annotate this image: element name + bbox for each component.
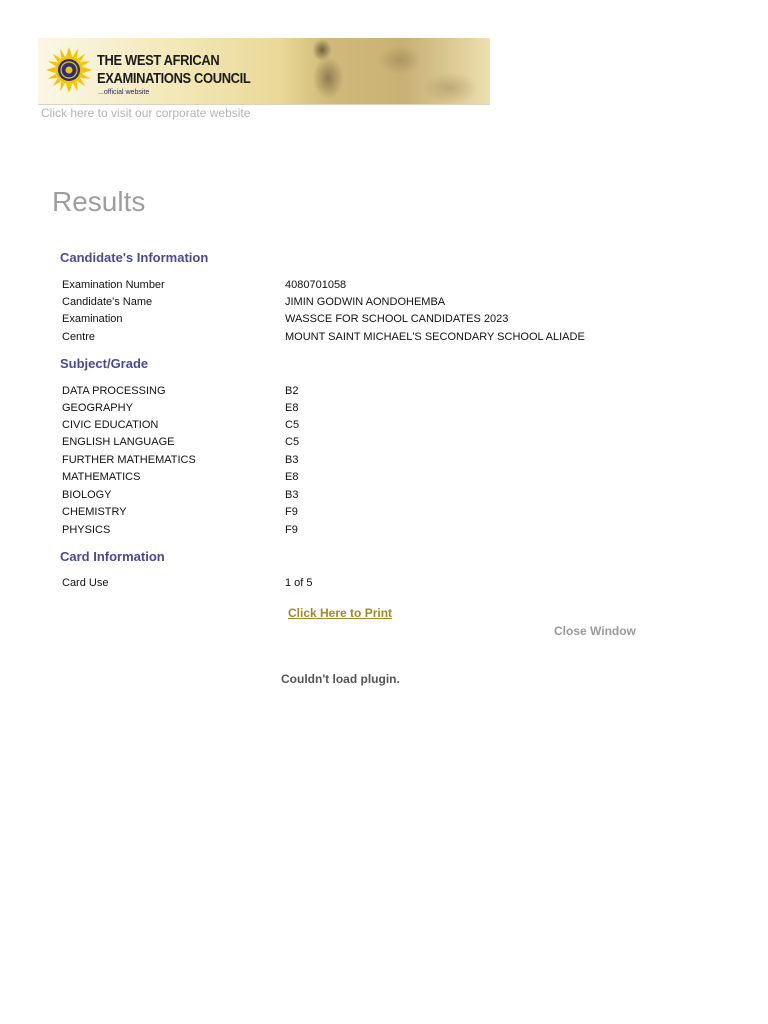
subject-grade: B2: [285, 385, 299, 397]
candidate-info-heading: Candidate's Information: [60, 250, 209, 265]
subject-grade-heading: Subject/Grade: [60, 356, 149, 371]
banner-subtitle: ...official website: [98, 89, 150, 96]
subject-grade: B3: [285, 489, 299, 501]
candidate-field-row: [62, 294, 662, 310]
field-value: 1 of 5: [285, 577, 313, 589]
subject-row: [62, 487, 662, 503]
field-value: WASSCE FOR SCHOOL CANDIDATES 2023: [285, 313, 509, 325]
page-title: Results: [52, 186, 146, 217]
subject-grade: C5: [285, 436, 300, 448]
subject-row: [62, 504, 662, 520]
card-field-row: [62, 575, 662, 591]
subject-name: DATA PROCESSING: [62, 385, 166, 397]
subject-name: FURTHER MATHEMATICS: [62, 454, 196, 466]
subject-row: [62, 522, 662, 538]
subject-name: BIOLOGY: [62, 489, 112, 501]
print-link[interactable]: Click Here to Print: [288, 606, 393, 620]
corporate-website-link[interactable]: Click here to visit our corporate website: [41, 106, 251, 120]
subject-name: ENGLISH LANGUAGE: [62, 436, 175, 448]
field-value: MOUNT SAINT MICHAEL'S SECONDARY SCHOOL ALIADE: [285, 331, 585, 343]
banner-title-line2: EXAMINATIONS COUNCIL: [97, 70, 251, 87]
banner-title-line1: THE WEST AFRICAN: [97, 52, 220, 69]
field-label: Examination: [62, 313, 123, 325]
card-info-heading: Card Information: [60, 549, 165, 564]
subject-row: [62, 469, 662, 485]
subject-row: [62, 452, 662, 468]
subject-grade: E8: [285, 402, 299, 414]
field-label: Card Use: [62, 577, 109, 589]
field-label: Candidate's Name: [62, 296, 153, 308]
subject-name: CHEMISTRY: [62, 506, 127, 518]
field-label: Centre: [62, 331, 96, 343]
waec-banner[interactable]: [38, 38, 490, 105]
subject-grade: E8: [285, 471, 299, 483]
subject-grade: F9: [285, 506, 298, 518]
candidate-field-row: [62, 329, 662, 345]
plugin-error-message: Couldn't load plugin.: [281, 672, 400, 686]
subject-name: MATHEMATICS: [62, 471, 141, 483]
subject-grade: C5: [285, 419, 300, 431]
field-label: Examination Number: [62, 279, 165, 291]
subject-grade: B3: [285, 454, 299, 466]
subject-row: [62, 400, 662, 416]
close-window-link[interactable]: Close Window: [554, 624, 636, 638]
banner-photo: [280, 38, 490, 104]
candidate-field-row: [62, 277, 662, 293]
field-value: 4080701058: [285, 279, 347, 291]
subject-name: PHYSICS: [62, 524, 111, 536]
subject-name: CIVIC EDUCATION: [62, 419, 159, 431]
subject-row: [62, 383, 662, 399]
candidate-field-row: [62, 311, 662, 327]
field-value: JIMIN GODWIN AONDOHEMBA: [285, 296, 446, 308]
waec-seal-icon: [46, 47, 92, 93]
subject-row: [62, 434, 662, 450]
banner-title: [97, 52, 250, 88]
subject-name: GEOGRAPHY: [62, 402, 133, 414]
subject-row: [62, 417, 662, 433]
subject-grade: F9: [285, 524, 298, 536]
